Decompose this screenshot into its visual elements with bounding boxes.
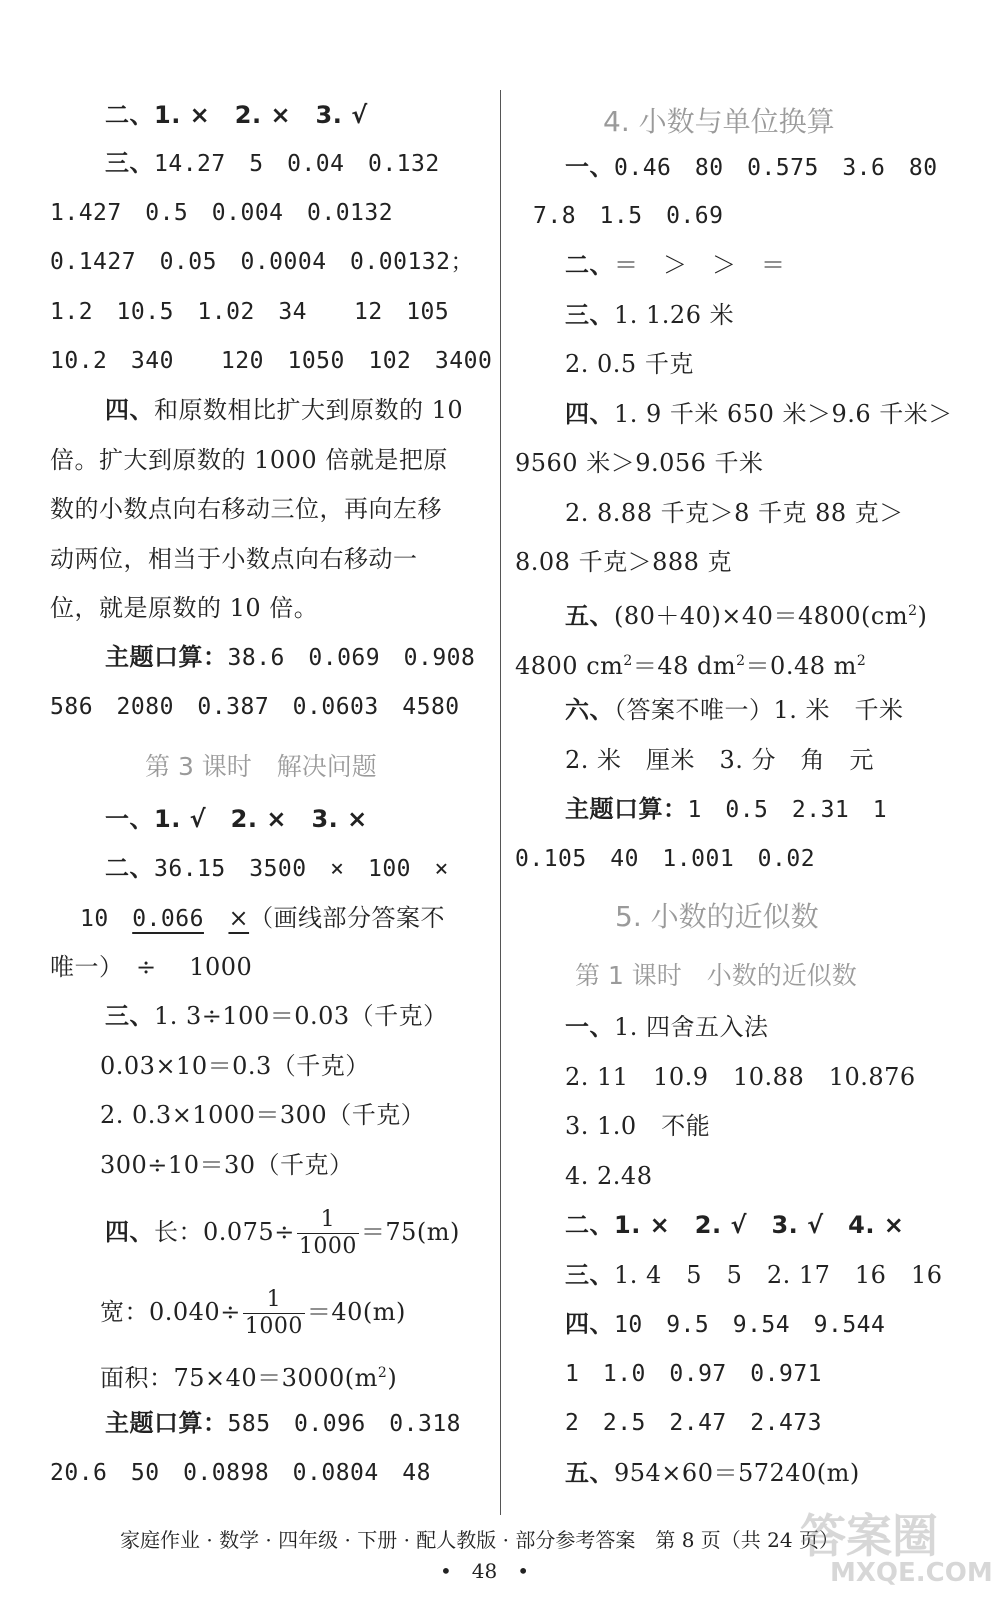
answer-line: 7.8 1.5 0.69 [533,203,724,229]
answer-line: 586 2080 0.387 0.0603 4580 [50,694,460,720]
answer-line: 8.08 千克＞888 克 [515,548,733,576]
answer-line: 一、1. 四舍五入法 [565,1013,769,1041]
answer-line: 五、954×60＝57240(m) [565,1459,860,1487]
answer-line: 五、$(80+40)\times 40=4800(cm^2)$ [565,602,928,630]
underlined-answer: × [228,904,250,932]
answer-line: 1.427 0.5 0.004 0.0132 [50,200,394,226]
answer-line: 位，就是原数的 10 倍。 [50,594,319,622]
answer-line: 唯一） ÷ 1000 [50,953,253,981]
answer-line: 2. 0.5 千克 [565,350,694,378]
section-heading: 第 3 课时 解决问题 [145,752,377,781]
answer-line: 宽：0.040÷ $\frac{1}{1000}$ ＝40(m) [100,1287,406,1339]
answer-line: 10.2 340 120 1050 102 3400 [50,348,493,374]
answer-line: 倍。扩大到原数的 1000 倍就是把原 [50,446,448,474]
answer-line: 二、36.15 3500 × 100 × [105,854,449,882]
section-heading: 5. 小数的近似数 [615,900,819,933]
watermark-logo: 答案圈 MXQE.COM [800,1509,993,1588]
answer-line: 三、1. 3÷100＝0.03（千克） [105,1002,448,1030]
answer-line: 主题口算：1 0.5 2.31 1 [565,795,888,823]
answer-line: 动两位，相当于小数点向右移动一 [50,545,418,573]
answer-line: 三、1. 4 5 5 2. 17 16 16 [565,1261,943,1289]
answer-line: 四、和原数相比扩大到原数的 10 [105,396,464,424]
answer-line: 20.6 50 0.0898 0.0804 48 [50,1460,431,1486]
answer-line: 1.2 10.5 1.02 34 12 105 [50,299,450,325]
answer-line: 二、1. × 2. √ 3. √ 4. × [565,1211,905,1239]
answer-line: 三、14.27 5 0.04 0.132 [105,149,440,177]
answer-line: 数的小数点向右移动三位，再向左移 [50,495,442,523]
answer-line: 面积：$75\times 40=3000(m^2)$ [100,1364,398,1392]
answer-line: 三、1. 1.26 米 [565,301,735,329]
answer-line: 0.03×10＝0.3（千克） [100,1052,370,1080]
answer-line: 10 0.066 ×（画线部分答案不 [80,904,446,932]
column-divider [500,90,501,1515]
answer-line: 4. 2.48 [565,1162,653,1190]
answer-line: 主题口算：585 0.096 0.318 [105,1409,462,1437]
answer-line: 4800 $cm^2=48$ $dm^2=0.48$ $m^2$ [515,652,867,680]
answer-line: 二、1. × 2. × 3. √ [105,101,368,129]
answer-line: 二、＝ ＞ ＞ ＝ [565,251,786,279]
page-number: • 48 • [440,1559,530,1583]
page-footer: 家庭作业 · 数学 · 四年级 · 下册 · 配人教版 · 部分参考答案 第 8 页（共 24 页） [120,1528,839,1552]
section-heading: 4. 小数与单位换算 [603,105,835,138]
answer-line: 1 1.0 0.97 0.971 [565,1361,823,1387]
answer-line: 2. 米 厘米 3. 分 角 元 [565,746,875,774]
answer-line: 2 2.5 2.47 2.473 [565,1410,823,1436]
answer-line: 六、（答案不唯一）1. 米 千米 [565,696,904,724]
fraction: $\frac{1}{1000}$ [244,1287,303,1339]
answer-line: 0.105 40 1.001 0.02 [515,846,816,872]
answer-line: 2. 0.3×1000＝300（千克） [100,1101,426,1129]
answer-line: 四、长：0.075÷ $\frac{1}{1000}$ ＝75(m) [105,1207,460,1259]
answer-line: 一、1. √ 2. × 3. × [105,805,368,833]
answer-line: 四、1. 9 千米 650 米＞9.6 千米＞ [565,400,953,428]
section-heading: 第 1 课时 小数的近似数 [575,961,857,990]
underlined-answer: 0.066 [132,906,204,932]
answer-line: 四、10 9.5 9.54 9.544 [565,1310,886,1338]
answer-line: 一、0.46 80 0.575 3.6 80 [565,153,938,181]
answer-line: 9560 米＞9.056 千米 [515,449,764,477]
answer-line: 3. 1.0 不能 [565,1112,711,1140]
answer-line: 主题口算：38.6 0.069 0.908 [105,643,476,671]
answer-line: 300÷10＝30（千克） [100,1151,354,1179]
answer-line: 2. 11 10.9 10.88 10.876 [565,1063,916,1091]
answer-line: 0.1427 0.05 0.0004 0.00132； [50,249,474,275]
answer-line: 2. 8.88 千克＞8 千克 88 克＞ [565,499,904,527]
fraction: $\frac{1}{1000}$ [298,1207,357,1259]
